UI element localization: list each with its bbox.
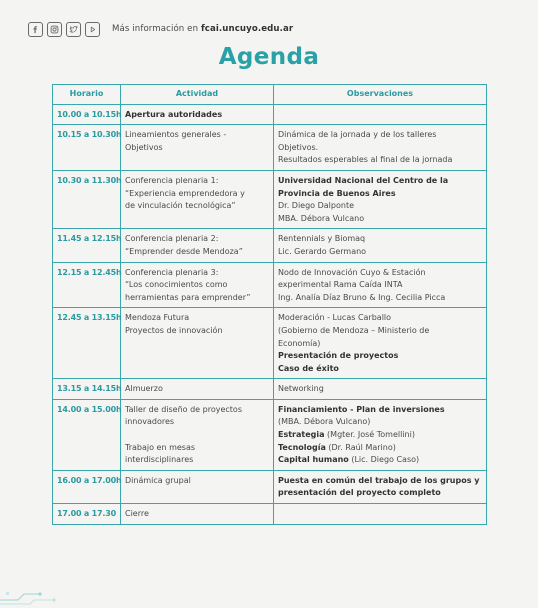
activity-line: Proyectos de innovación — [125, 325, 223, 335]
table-row — [53, 125, 487, 171]
notes-text: Tecnología — [278, 442, 326, 452]
notes-text-detail: (Mgter. José Tomellini) — [324, 430, 415, 440]
notes-text: Lic. Gerardo Germano — [278, 246, 367, 256]
facebook-icon[interactable] — [28, 22, 43, 37]
activity-line: herramientas para emprender” — [125, 292, 251, 302]
notes-text-detail: (Lic. Diego Caso) — [348, 455, 420, 465]
notes-text-detail: (Dr. Raúl Marino) — [325, 442, 396, 452]
notes-cell — [274, 379, 487, 400]
notes-text: Universidad Nacional del Centro de la — [278, 175, 449, 185]
page-title: Agenda — [218, 44, 320, 70]
notes-text: Puesta en común del trabajo de los grupos y — [278, 475, 480, 485]
notes-cell — [274, 504, 487, 525]
notes-text: (Gobierno de Mendoza – Ministerio de — [278, 325, 430, 335]
notes-text: Economía) — [278, 338, 321, 348]
notes-line — [278, 142, 482, 155]
activity-line: “Emprender desde Mendoza” — [125, 246, 243, 256]
notes-cell — [274, 229, 487, 262]
notes-cell — [274, 308, 487, 379]
activity-line: Almuerzo — [125, 384, 163, 394]
notes-text: MBA. Débora Vulcano — [278, 213, 365, 223]
activity-cell — [121, 379, 274, 400]
activity-line: “Los conocimientos como — [125, 280, 228, 290]
activity-line: Cierre — [125, 509, 149, 519]
notes-text: Caso de éxito — [278, 363, 339, 373]
activity-line: innovadores — [125, 417, 175, 427]
table-row — [53, 229, 487, 262]
notes-text: Dr. Diego Dalponte — [278, 201, 355, 211]
table-row — [53, 399, 487, 470]
notes-line — [278, 454, 482, 467]
notes-text: experimental Rama Caída INTA — [278, 280, 403, 290]
notes-line — [278, 325, 482, 338]
notes-text: Rentennials y Biomaq — [278, 234, 366, 244]
notes-cell — [274, 262, 487, 308]
time-cell: 14.00 a 15.00h — [53, 399, 121, 470]
notes-line — [278, 233, 482, 246]
notes-cell — [274, 125, 487, 171]
notes-line — [278, 154, 482, 167]
time-cell: 16.00 a 17.00h — [53, 470, 121, 503]
notes-text: Objetivos. — [278, 142, 319, 152]
activity-cell — [121, 470, 274, 503]
youtube-icon[interactable] — [85, 22, 100, 37]
table-row — [53, 170, 487, 228]
activity-line: Conferencia plenaria 2: — [125, 234, 219, 244]
notes-line — [278, 416, 482, 429]
activity-line: Taller de diseño de proyectos — [125, 404, 242, 414]
notes-line — [278, 175, 482, 188]
activity-line: “Experiencia emprendedora y — [125, 188, 245, 198]
agenda-table — [52, 84, 487, 525]
notes-text: Financiamiento - Plan de inversiones — [278, 404, 445, 414]
notes-line — [278, 442, 482, 455]
notes-cell — [274, 470, 487, 503]
table-header-row — [53, 85, 487, 105]
activity-line: Lineamientos generales - — [125, 130, 227, 140]
activity-line: Dinámica grupal — [125, 475, 191, 485]
activity-cell — [121, 262, 274, 308]
notes-line — [278, 267, 482, 280]
table-row — [53, 308, 487, 379]
social-bar — [28, 18, 293, 40]
header-activity: Actividad — [121, 85, 274, 105]
notes-line — [278, 279, 482, 292]
notes-line — [278, 363, 482, 376]
notes-text: Networking — [278, 384, 324, 394]
notes-text: (MBA. Débora Vulcano) — [278, 417, 371, 427]
time-cell: 12.45 a 13.15h — [53, 308, 121, 379]
table-row — [53, 104, 487, 125]
header-notes: Observaciones — [274, 85, 487, 105]
agenda-body — [53, 104, 487, 524]
notes-text: Capital humano — [278, 455, 349, 465]
notes-line — [278, 246, 482, 259]
notes-line — [278, 129, 482, 142]
more-info-text: Más información en fcai.uncuyo.edu.ar — [112, 24, 294, 34]
activity-cell — [121, 399, 274, 470]
notes-text: Presentación de proyectos — [278, 351, 399, 361]
activity-cell — [121, 504, 274, 525]
notes-line — [278, 292, 482, 305]
activity-cell — [121, 229, 274, 262]
activity-line: Conferencia plenaria 1: — [125, 175, 219, 185]
notes-line — [278, 404, 482, 417]
table-row — [53, 262, 487, 308]
notes-line — [278, 429, 482, 442]
time-cell: 11.45 a 12.15h — [53, 229, 121, 262]
header-time: Horario — [53, 85, 121, 105]
notes-line — [278, 383, 482, 396]
notes-text: Moderación - Lucas Carballo — [278, 313, 392, 323]
notes-line — [278, 312, 482, 325]
notes-cell — [274, 170, 487, 228]
instagram-icon[interactable] — [47, 22, 62, 37]
activity-cell — [121, 125, 274, 171]
time-cell: 10.00 a 10.15h — [53, 104, 121, 125]
notes-cell — [274, 104, 487, 125]
time-cell: 10.30 a 11.30h — [53, 170, 121, 228]
notes-line — [278, 200, 482, 213]
notes-text: presentación del proyecto completo — [278, 488, 441, 498]
activity-line: interdisciplinares — [125, 455, 194, 465]
time-cell: 17.00 a 17.30 — [53, 504, 121, 525]
table-row — [53, 504, 487, 525]
circuit-decoration — [0, 590, 70, 608]
time-cell: 10.15 a 10.30h — [53, 125, 121, 171]
notes-text: Estrategia — [278, 430, 325, 440]
notes-text: Dinámica de la jornada y de los talleres — [278, 130, 437, 140]
notes-line — [278, 475, 482, 488]
activity-cell — [121, 170, 274, 228]
notes-line — [278, 188, 482, 201]
time-cell: 13.15 a 14.15h — [53, 379, 121, 400]
notes-line — [278, 338, 482, 351]
activity-line: de vinculación tecnológica” — [125, 201, 236, 211]
activity-line: Mendoza Futura — [125, 313, 190, 323]
activity-line: Apertura autoridades — [125, 109, 223, 119]
notes-line — [278, 213, 482, 226]
activity-line: Trabajo en mesas — [125, 442, 196, 452]
notes-text: Provincia de Buenos Aires — [278, 188, 396, 198]
time-cell: 12.15 a 12.45h — [53, 262, 121, 308]
notes-line — [278, 350, 482, 363]
table-row — [53, 470, 487, 503]
notes-line — [278, 487, 482, 500]
activity-cell — [121, 308, 274, 379]
notes-text: Ing. Analía Díaz Bruno & Ing. Cecilia Picca — [278, 292, 446, 302]
notes-text: Nodo de Innovación Cuyo & Estación — [278, 267, 426, 277]
notes-text: Resultados esperables al final de la jornada — [278, 155, 453, 165]
table-row — [53, 379, 487, 400]
activity-line: Conferencia plenaria 3: — [125, 267, 219, 277]
activity-cell — [121, 104, 274, 125]
notes-cell — [274, 399, 487, 470]
activity-line: Objetivos — [125, 142, 163, 152]
line-gap — [125, 429, 269, 442]
twitter-icon[interactable] — [66, 22, 81, 37]
website-link[interactable]: fcai.uncuyo.edu.ar — [200, 24, 294, 34]
